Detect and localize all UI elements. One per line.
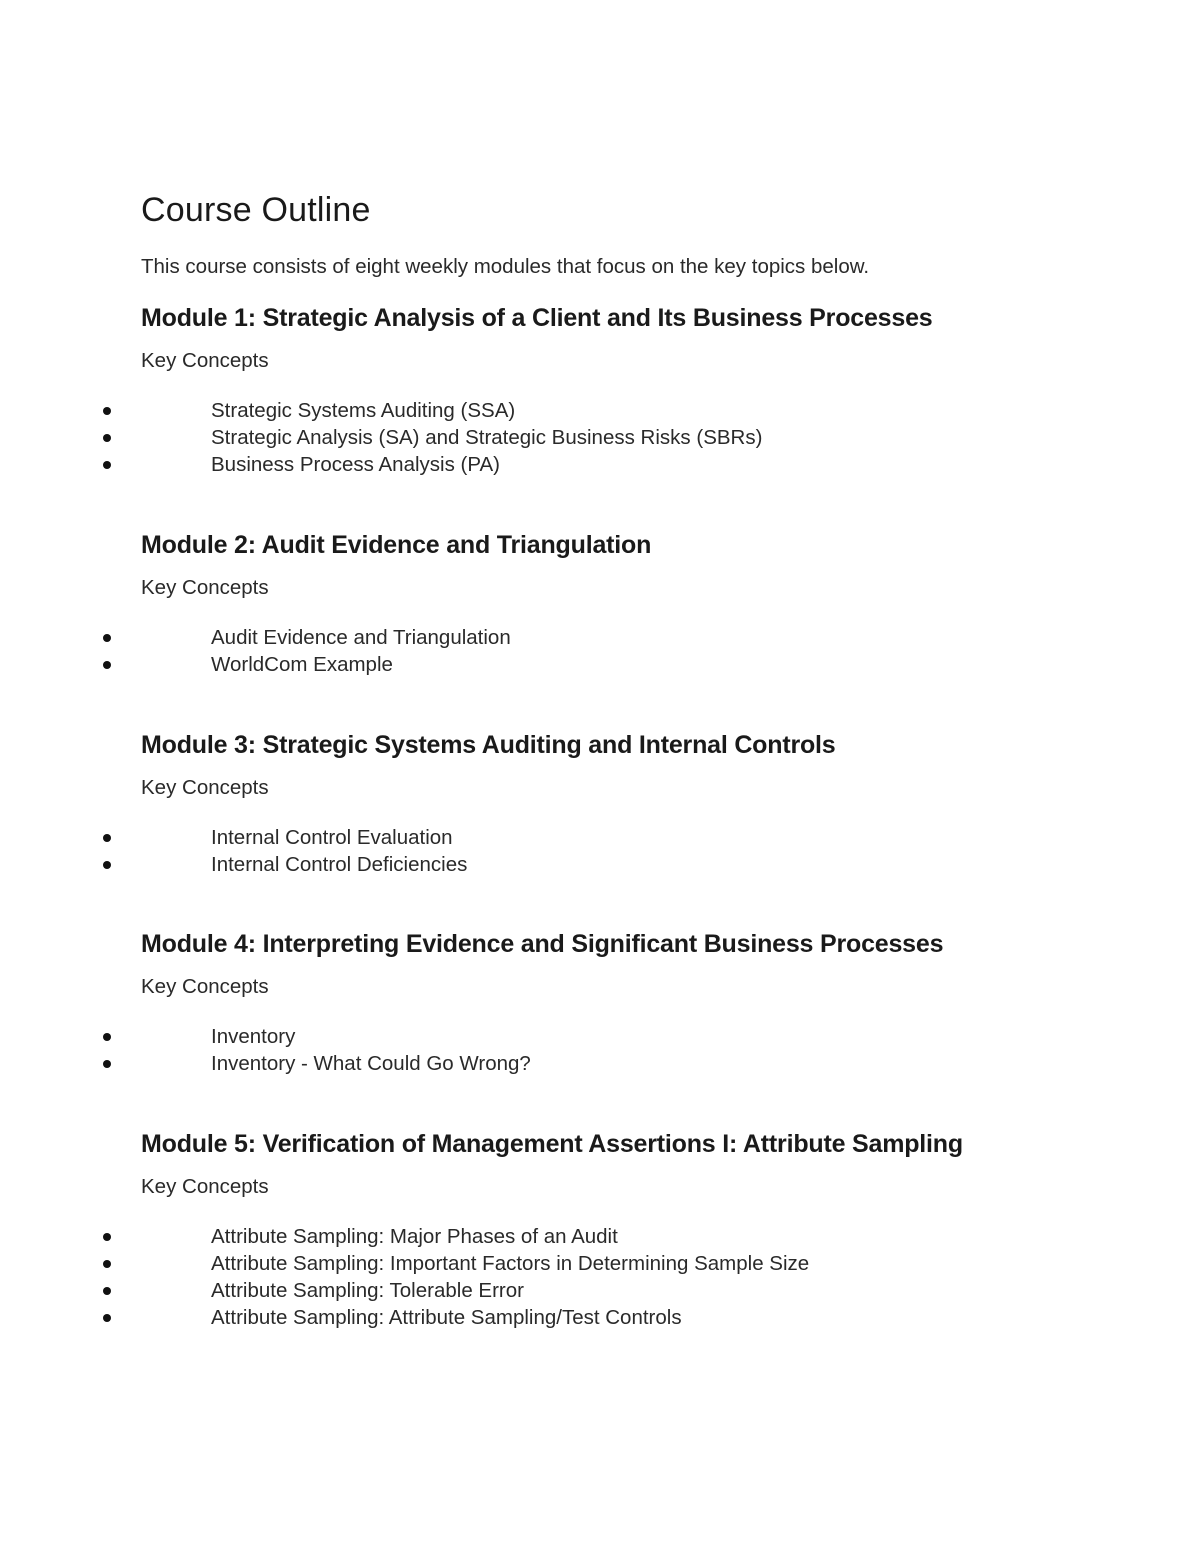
concept-text: Attribute Sampling: Important Factors in Determining Sample Size — [211, 1252, 810, 1275]
concept-text: Attribute Sampling: Major Phases of an Audit — [211, 1225, 618, 1248]
bullet-icon — [103, 1314, 111, 1322]
concept-text: Inventory - What Could Go Wrong? — [211, 1052, 531, 1075]
bullet-icon — [103, 1287, 111, 1295]
module-4-concept-list — [0, 1023, 1200, 1077]
module-3-heading: Module 3: Strategic Systems Auditing and Internal Controls — [141, 731, 836, 759]
concept-text: WorldCom Example — [211, 653, 393, 676]
list-item — [0, 1223, 1200, 1250]
bullet-icon — [103, 661, 111, 669]
concept-text: Inventory — [211, 1025, 296, 1048]
module-1-key-concepts-label: Key Concepts — [141, 349, 269, 372]
bullet-icon — [103, 861, 111, 869]
concept-text: Audit Evidence and Triangulation — [211, 626, 511, 649]
module-2-heading: Module 2: Audit Evidence and Triangulation — [141, 531, 652, 559]
list-item — [0, 1023, 1200, 1050]
module-4-key-concepts-label: Key Concepts — [141, 975, 269, 998]
list-item — [0, 824, 1200, 851]
page-title: Course Outline — [141, 191, 371, 229]
concept-text: Strategic Analysis (SA) and Strategic Business Risks (SBRs) — [211, 426, 763, 449]
bullet-icon — [103, 1260, 111, 1268]
module-4-heading: Module 4: Interpreting Evidence and Significant Business Processes — [141, 930, 944, 958]
concept-text: Internal Control Evaluation — [211, 826, 453, 849]
list-item — [0, 451, 1200, 478]
module-2-key-concepts-label: Key Concepts — [141, 576, 269, 599]
module-2-concept-list — [0, 624, 1200, 678]
module-3-concept-list — [0, 824, 1200, 878]
list-item — [0, 1050, 1200, 1077]
module-1-concept-list — [0, 397, 1200, 478]
concept-text: Attribute Sampling: Attribute Sampling/Test Controls — [211, 1306, 682, 1329]
list-item — [0, 1304, 1200, 1331]
bullet-icon — [103, 634, 111, 642]
concept-text: Business Process Analysis (PA) — [211, 453, 501, 476]
concept-text: Attribute Sampling: Tolerable Error — [211, 1279, 524, 1302]
bullet-icon — [103, 461, 111, 469]
concept-text: Internal Control Deficiencies — [211, 853, 468, 876]
list-item — [0, 397, 1200, 424]
module-3-key-concepts-label: Key Concepts — [141, 776, 269, 799]
list-item — [0, 424, 1200, 451]
concept-text: Strategic Systems Auditing (SSA) — [211, 399, 516, 422]
module-1-heading: Module 1: Strategic Analysis of a Client and Its Business Processes — [141, 304, 933, 332]
list-item — [0, 651, 1200, 678]
bullet-icon — [103, 1033, 111, 1041]
bullet-icon — [103, 434, 111, 442]
module-5-heading: Module 5: Verification of Management Assertions I: Attribute Sampling — [141, 1130, 963, 1158]
module-5-key-concepts-label: Key Concepts — [141, 1175, 269, 1198]
bullet-icon — [103, 1060, 111, 1068]
intro-paragraph: This course consists of eight weekly modules that focus on the key topics below. — [141, 255, 870, 278]
list-item — [0, 1250, 1200, 1277]
bullet-icon — [103, 1233, 111, 1241]
list-item — [0, 1277, 1200, 1304]
module-5-concept-list — [0, 1223, 1200, 1331]
bullet-icon — [103, 407, 111, 415]
bullet-icon — [103, 834, 111, 842]
list-item — [0, 851, 1200, 878]
list-item — [0, 624, 1200, 651]
